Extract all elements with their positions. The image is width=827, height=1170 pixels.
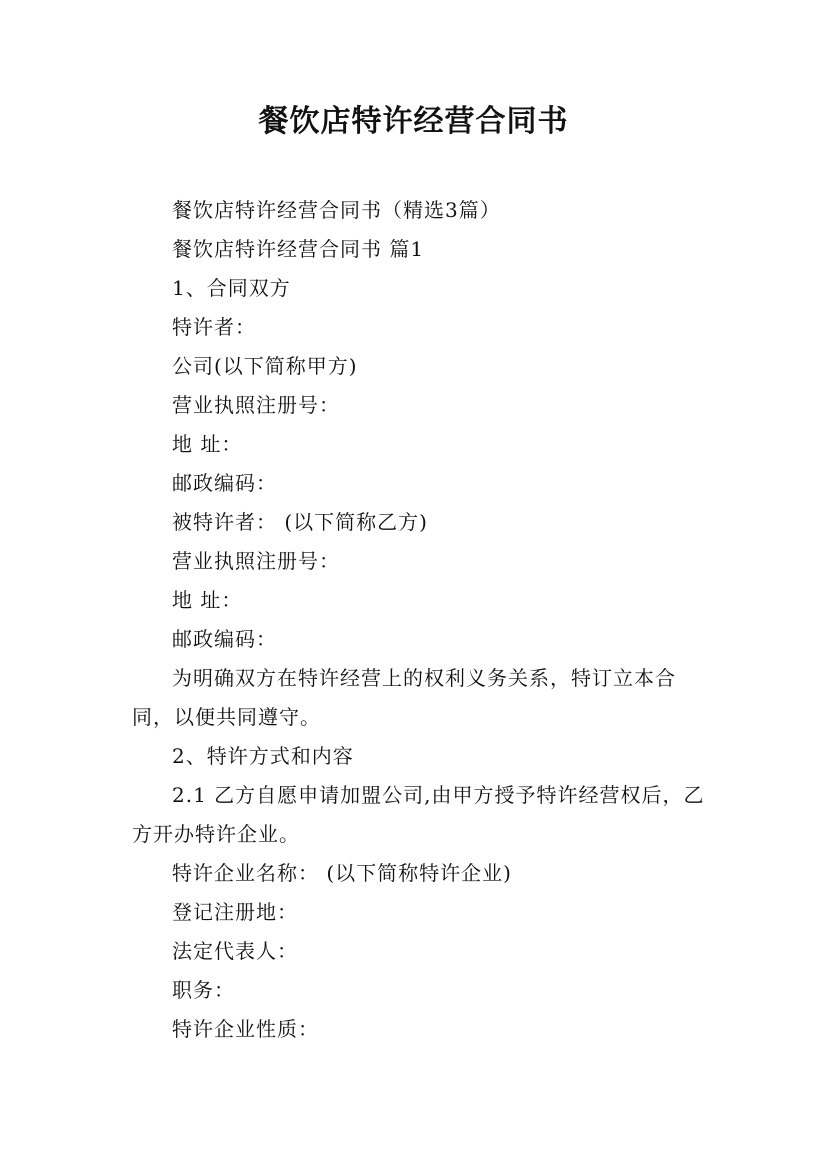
paragraph-address-a: 地 址： <box>172 432 243 456</box>
paragraph-franchisee: 被特许者： (以下简称乙方) <box>172 510 428 534</box>
paragraph-address-b: 地 址： <box>172 588 243 612</box>
paragraph-legal-rep: 法定代表人： <box>172 939 298 963</box>
paragraph-clause-2-1: 2.1 乙方自愿申请加盟公司,由甲方授予特许经营权后，乙方开办特许企业。 <box>132 783 705 846</box>
paragraph-license-no-b: 营业执照注册号： <box>172 549 340 573</box>
paragraph-clause-2: 2、特许方式和内容 <box>172 744 354 768</box>
paragraph-enterprise-nature: 特许企业性质： <box>172 1017 319 1041</box>
paragraph-enterprise-name: 特许企业名称： (以下简称特许企业) <box>172 861 512 885</box>
paragraph-clause-1: 1、合同双方 <box>172 276 291 300</box>
paragraph-purpose: 为明确双方在特许经营上的权利义务关系，特订立本合同，以便共同遵守。 <box>132 666 676 729</box>
paragraph-postcode-a: 邮政编码： <box>172 471 277 495</box>
paragraph-franchisor: 特许者： <box>172 315 256 339</box>
paragraph-position: 职务： <box>172 978 235 1002</box>
paragraph-registration-place: 登记注册地： <box>172 900 298 924</box>
document-body <box>132 191 712 1049</box>
paragraph-license-no-a: 营业执照注册号： <box>172 393 340 417</box>
paragraph-intro: 餐饮店特许经营合同书（精选3篇） <box>172 198 501 222</box>
document-title: 餐饮店特许经营合同书 <box>258 104 569 139</box>
paragraph-company: 公司(以下简称甲方) <box>172 354 358 378</box>
paragraph-postcode-b: 邮政编码： <box>172 627 277 651</box>
paragraph-section-heading: 餐饮店特许经营合同书 篇1 <box>172 237 425 261</box>
